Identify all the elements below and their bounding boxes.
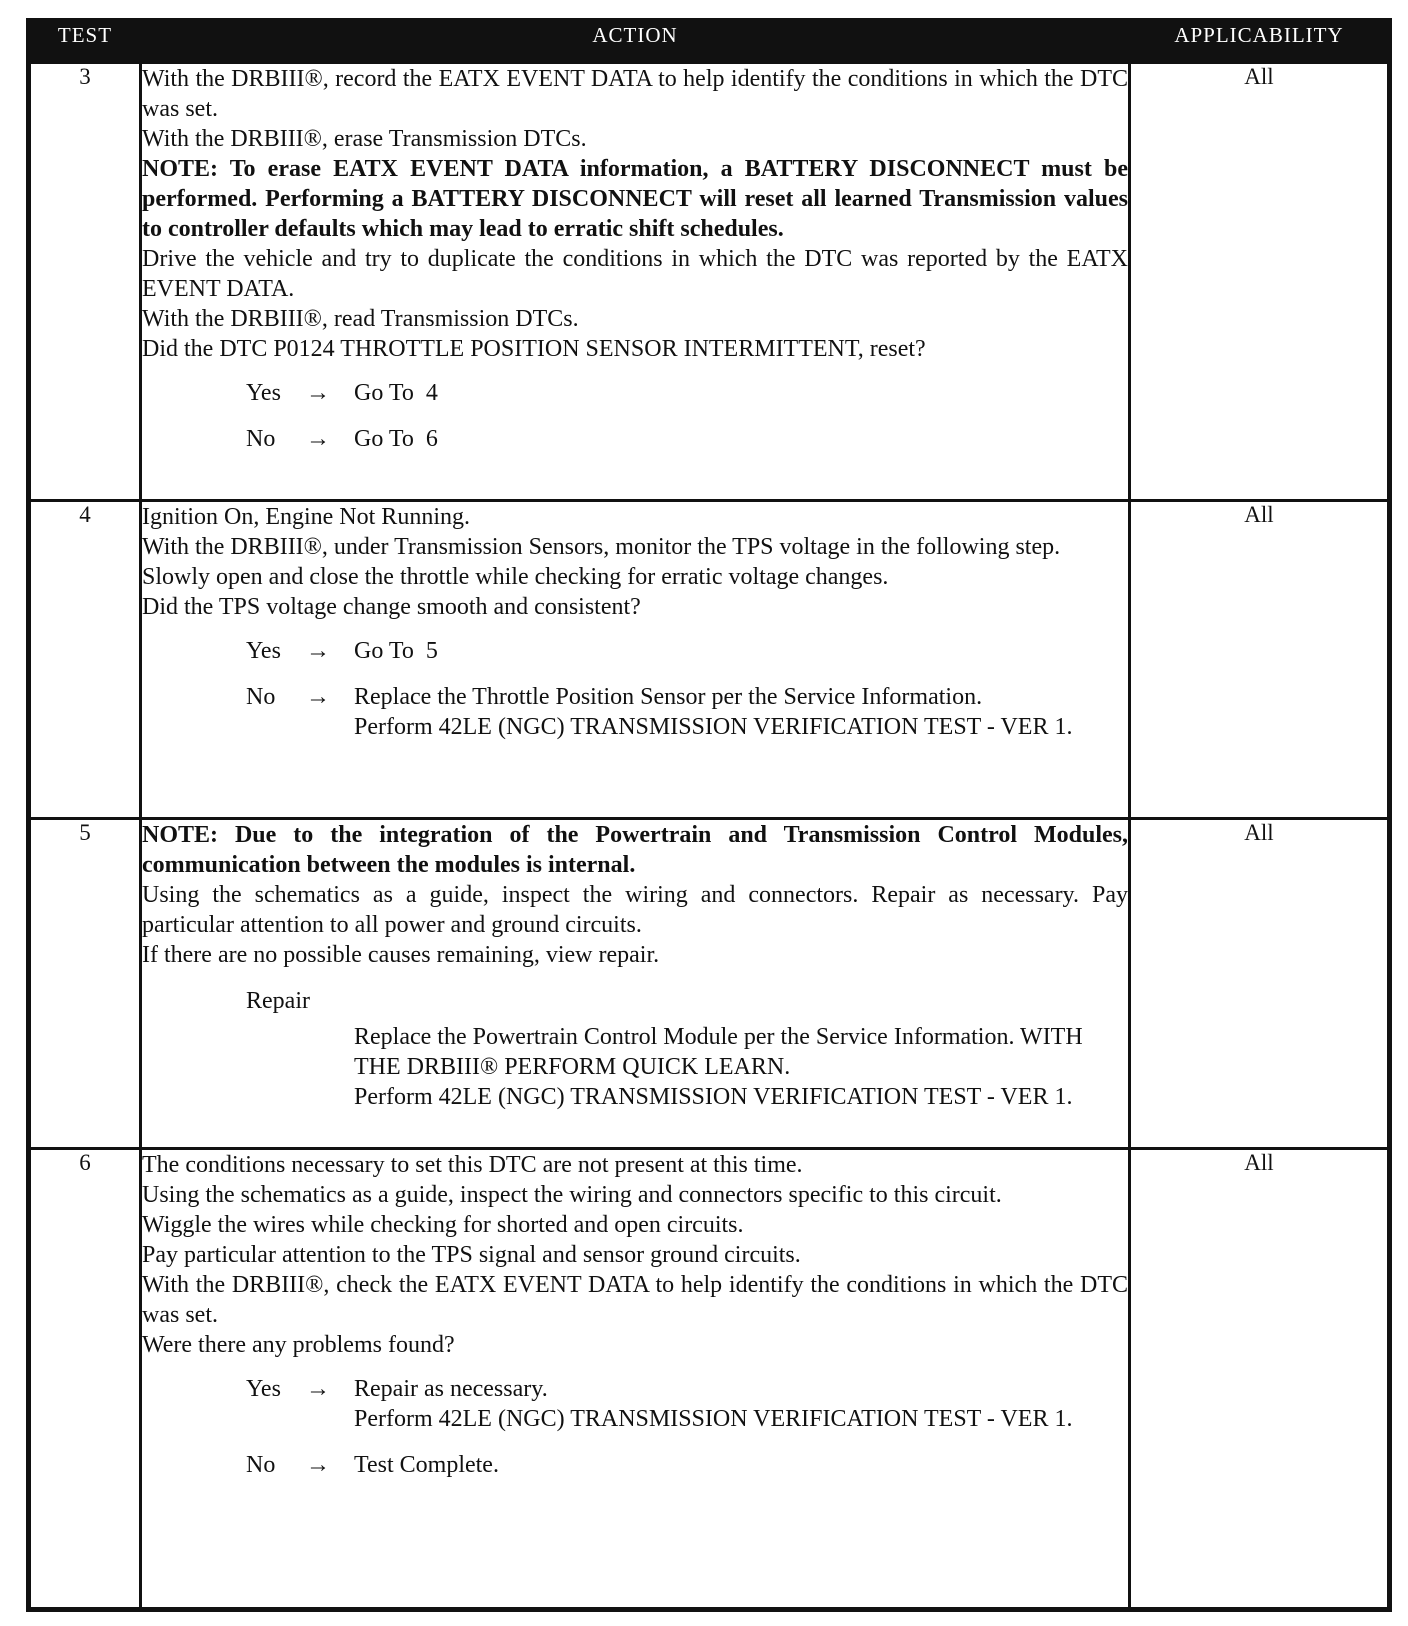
test-action	[141, 63, 1130, 501]
choice-result-line: Perform 42LE (NGC) TRANSMISSION VERIFICATION TEST - VER 1.	[354, 1406, 1073, 1432]
action-question: Were there any problems found?	[142, 1332, 455, 1358]
choice-label: No	[246, 426, 276, 452]
table-header-row	[29, 21, 1390, 63]
action-step: The conditions necessary to set this DTC are not present at this time.	[142, 1152, 803, 1178]
choice-result-line: Perform 42LE (NGC) TRANSMISSION VERIFICATION TEST - VER 1.	[354, 714, 1073, 740]
repair-line: Perform 42LE (NGC) TRANSMISSION VERIFICATION TEST - VER 1.	[354, 1084, 1073, 1110]
repair-line: Replace the Powertrain Control Module per the Service Information. WITH THE DRBIII® PERFORM QUICK LEARN.	[354, 1024, 1083, 1080]
action-step: Slowly open and close the throttle while checking for erratic voltage changes.	[142, 564, 889, 590]
header-applicability: APPLICABILITY	[1130, 21, 1390, 63]
arrow-right-icon: →	[306, 638, 330, 664]
action-step: Ignition On, Engine Not Running.	[142, 504, 470, 530]
test-row-6	[29, 1149, 1390, 1610]
choice-yes	[246, 636, 1128, 666]
action-step: With the DRBIII®, erase Transmission DTCs.	[142, 126, 587, 152]
test-applicability: All	[1130, 819, 1390, 1149]
test-number: 3	[29, 63, 141, 501]
arrow-right-icon: →	[306, 1376, 330, 1402]
test-row-4	[29, 501, 1390, 819]
test-applicability: All	[1130, 63, 1390, 501]
choice-yes	[246, 1374, 1128, 1434]
choice-label: Yes	[246, 638, 281, 664]
action-step: With the DRBIII®, under Transmission Sensors, monitor the TPS voltage in the following step.	[142, 534, 1061, 560]
test-number: 6	[29, 1149, 141, 1610]
test-row-3	[29, 63, 1390, 501]
choice-no	[246, 682, 1128, 742]
action-step: With the DRBIII®, read Transmission DTCs.	[142, 306, 579, 332]
choice-result-line: Repair as necessary.	[354, 1376, 548, 1402]
choice-no	[246, 1450, 1128, 1480]
diagnostic-test-table	[26, 18, 1392, 1612]
choice-result	[354, 1374, 1128, 1434]
choice-yes	[246, 378, 1128, 408]
test-number: 5	[29, 819, 141, 1149]
choice-result	[354, 682, 1128, 742]
action-note: NOTE: Due to the integration of the Powertrain and Transmission Control Modules, communication between the modules is internal.	[142, 822, 1128, 878]
repair-instructions	[354, 1022, 1128, 1112]
test-number: 4	[29, 501, 141, 819]
header-action: ACTION	[141, 21, 1130, 63]
arrow-right-icon: →	[306, 380, 330, 406]
test-applicability: All	[1130, 1149, 1390, 1610]
choice-label: No	[246, 1452, 276, 1478]
choice-result: Go To 4	[354, 380, 438, 406]
choice-label: No	[246, 684, 276, 710]
choice-no	[246, 424, 1128, 454]
action-step: Drive the vehicle and try to duplicate the conditions in which the DTC was reported by the EATX EVENT DATA.	[142, 246, 1128, 302]
action-step: With the DRBIII®, record the EATX EVENT DATA to help identify the conditions in which the DTC was set.	[142, 66, 1128, 122]
test-action	[141, 1149, 1130, 1610]
arrow-right-icon: →	[306, 684, 330, 710]
test-applicability: All	[1130, 501, 1390, 819]
action-note: NOTE: To erase EATX EVENT DATA information, a BATTERY DISCONNECT must be performed. Performing a BATTERY DISCONNECT will reset all learned Transmission values to controller defaults which may lead to erratic shift schedules.	[142, 156, 1128, 242]
arrow-right-icon: →	[306, 1452, 330, 1478]
choice-result: Go To 6	[354, 426, 438, 452]
action-step: Using the schematics as a guide, inspect the wiring and connectors. Repair as necessary. Pay particular attention to all power and ground circuits.	[142, 882, 1128, 938]
action-question: Did the TPS voltage change smooth and consistent?	[142, 594, 641, 620]
choice-result: Test Complete.	[354, 1452, 499, 1478]
action-step: If there are no possible causes remaining, view repair.	[142, 942, 660, 968]
repair-label: Repair	[246, 988, 310, 1014]
test-row-5	[29, 819, 1390, 1149]
choice-result-line: Replace the Throttle Position Sensor per the Service Information.	[354, 684, 983, 710]
header-test: TEST	[29, 21, 141, 63]
choice-label: Yes	[246, 380, 281, 406]
choice-label: Yes	[246, 1376, 281, 1402]
choice-result: Go To 5	[354, 638, 438, 664]
arrow-right-icon: →	[306, 426, 330, 452]
action-step: Using the schematics as a guide, inspect the wiring and connectors specific to this circuit.	[142, 1182, 1002, 1208]
action-step: With the DRBIII®, check the EATX EVENT DATA to help identify the conditions in which the DTC was set.	[142, 1272, 1128, 1328]
test-action	[141, 501, 1130, 819]
action-step: Pay particular attention to the TPS signal and sensor ground circuits.	[142, 1242, 801, 1268]
action-step: Wiggle the wires while checking for shorted and open circuits.	[142, 1212, 744, 1238]
action-question: Did the DTC P0124 THROTTLE POSITION SENSOR INTERMITTENT, reset?	[142, 336, 926, 362]
test-action	[141, 819, 1130, 1149]
